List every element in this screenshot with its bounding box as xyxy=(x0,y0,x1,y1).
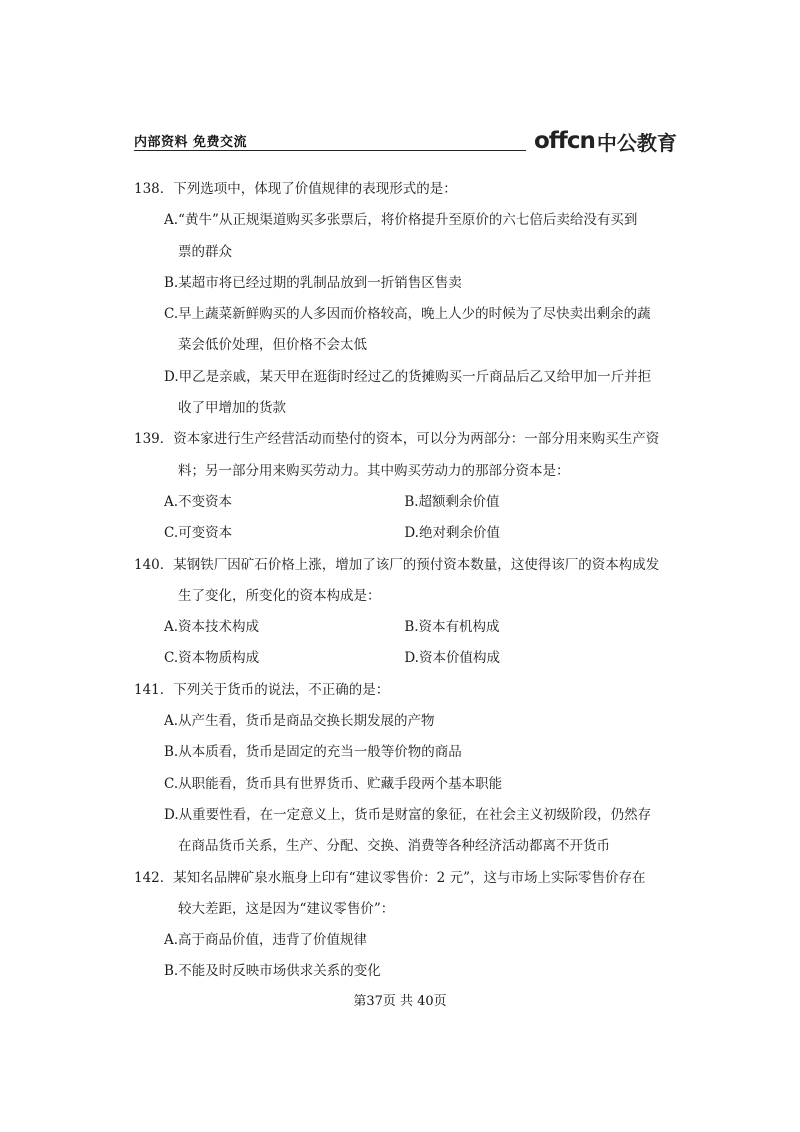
header-label: 内部资料 免费交流 xyxy=(134,135,248,150)
logo-wordmark: offcn xyxy=(534,128,595,154)
question-stem xyxy=(134,863,674,894)
question-139 xyxy=(134,424,674,549)
option-d: D.从重要性看，在一定意义上，货币是财富的象征，在社会主义初级阶段，仍然存 xyxy=(164,806,652,823)
question-stem xyxy=(134,550,674,581)
option-d-continued: 在商品货币关系，生产、分配、交换、消费等各种经济活动都离不开货币 xyxy=(178,838,610,855)
question-stem xyxy=(134,424,674,455)
option-d: D.绝对剩余价值 xyxy=(404,525,500,542)
option-a: A.不变资本 xyxy=(164,493,233,510)
question-number: 140． xyxy=(134,556,174,573)
option-b: B.资本有机构成 xyxy=(404,619,500,636)
stem-text: 某知名品牌矿泉水瓶身上印有“建议零售价：2 元”，这与市场上实际零售价存在 xyxy=(173,869,646,886)
option-d: D.甲乙是亲戚，某天甲在逛街时经过乙的货摊购买一斤商品后乙又给甲加一斤并拒 xyxy=(164,368,652,385)
options-row xyxy=(134,487,674,518)
option-a: A.高于商品价值，违背了价值规律 xyxy=(164,932,368,949)
stem-text: 某钢铁厂因矿石价格上涨，增加了该厂的预付资本数量，这使得该厂的资本构成发 xyxy=(173,556,660,573)
question-142 xyxy=(134,863,674,988)
option-c: C.从职能看，货币具有世界货币、贮藏手段两个基本职能 xyxy=(164,775,503,792)
question-number: 141． xyxy=(134,681,174,698)
logo-chinese-name: 中公教育 xyxy=(596,130,677,155)
question-138 xyxy=(134,174,674,424)
stem-text: 下列关于货币的说法，不正确的是： xyxy=(173,681,390,698)
option-a-continued: 票的群众 xyxy=(178,243,232,260)
option-c: C.早上蔬菜新鲜购买的人多因而价格较高，晚上人少的时候为了尽快卖出剩余的蔬 xyxy=(164,306,651,323)
option-b: B.某超市将已经过期的乳制品放到一折销售区售卖 xyxy=(164,274,462,291)
question-140 xyxy=(134,550,674,675)
option-a: A.“黄牛”从正规渠道购买多张票后，将价格提升至原价的六七倍后卖给没有买到 xyxy=(164,212,638,229)
options-row xyxy=(134,643,674,674)
page-header xyxy=(134,128,677,155)
question-141 xyxy=(134,675,674,863)
question-number: 138． xyxy=(134,181,174,197)
option-a: A.资本技术构成 xyxy=(164,619,260,636)
question-number: 139． xyxy=(134,431,174,448)
option-c: C.资本物质构成 xyxy=(164,650,260,667)
question-number: 142． xyxy=(134,869,174,886)
option-c: C.可变资本 xyxy=(164,525,233,542)
options-row xyxy=(134,612,674,643)
stem-text-continued: 料；另一部分用来购买劳动力。其中购买劳动力的那部分资本是： xyxy=(178,462,570,479)
stem-text: 下列选项中，体现了价值规律的表现形式的是： xyxy=(173,181,457,197)
option-b: B.超额剩余价值 xyxy=(404,493,500,510)
option-d: D.资本价值构成 xyxy=(404,650,500,667)
page-number: 第37页 共 40页 xyxy=(353,994,447,1009)
option-b: B.从本质看，货币是固定的充当一般等价物的商品 xyxy=(164,744,462,761)
stem-text: 资本家进行生产经营活动而垫付的资本，可以分为两部分：一部分用来购买生产资 xyxy=(173,431,660,448)
options-row xyxy=(134,518,674,549)
question-list xyxy=(134,174,674,988)
option-d-continued: 收了甲增加的货款 xyxy=(178,400,286,417)
option-b: B.不能及时反映市场供求关系的变化 xyxy=(164,963,381,980)
option-c-continued: 菜会低价处理，但价格不会太低 xyxy=(178,337,367,354)
stem-text-continued: 较大差距，这是因为“建议零售价”： xyxy=(178,900,395,917)
question-stem xyxy=(134,675,674,706)
header-rule xyxy=(134,150,526,151)
offcn-logo xyxy=(534,128,677,154)
stem-text-continued: 生了变化，所变化的资本构成是： xyxy=(178,587,381,604)
option-a: A.从产生看，货币是商品交换长期发展的产物 xyxy=(164,713,435,730)
question-stem xyxy=(134,174,674,205)
